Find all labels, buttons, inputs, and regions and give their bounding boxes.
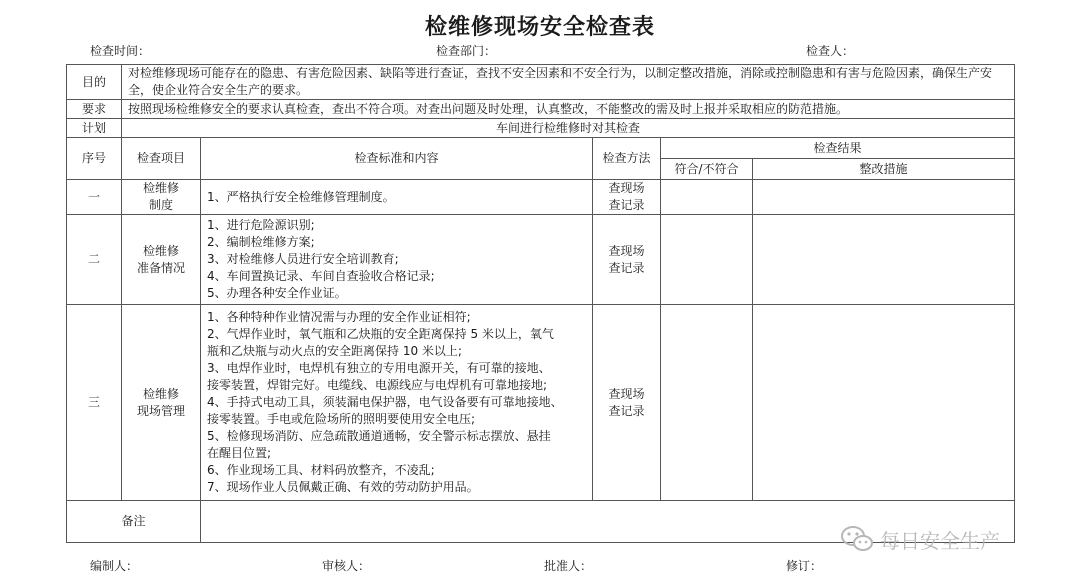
revised-label: 修订： [786,559,823,573]
table-row [67,215,1015,305]
standard-line: 接零装置，焊钳完好。电缆线、电源线应与电焊机有可靠地接地; [207,378,548,392]
row-standards [201,305,593,501]
row-item-line: 制度 [148,198,173,212]
inspection-dept-label: 检查部门： [436,44,497,58]
col-header-seq: 序号 [67,138,122,180]
purpose-text: 对检维修现场可能存在的隐患、有害危险因素、缺陷等进行查证，查找不安全因素和不安全行为，以制定整改措施，消除或控制隐患和有害与危险因素，确保生产安全，使企业符合安全生产的要求。 [122,65,1015,100]
method-line: 查记录 [608,198,645,212]
method-line: 查现场 [608,181,645,195]
requirement-row [67,100,1015,119]
conform-cell[interactable] [661,305,753,501]
row-item-line: 准备情况 [136,260,185,275]
standard-line: 1、各种特种作业情况需与办理的安全作业证相符; [207,310,471,324]
wechat-icon [840,525,874,553]
standard-line: 2、气焊作业时，氧气瓶和乙炔瓶的安全距离保持 5 米以上，氧气 [207,327,554,341]
reviewed-by-label: 审核人： [322,559,371,573]
standard-line: 2、编制检维修方案; [207,235,315,249]
rectify-cell[interactable] [753,305,1015,501]
watermark-text: 每日安全生产 [880,528,1000,553]
row-method [593,180,661,215]
col-header-standard: 检查标准和内容 [201,138,593,180]
standard-line: 3、对检维修人员进行安全培训教育; [207,252,399,266]
standard-line: 7、现场作业人员佩戴正确、有效的劳动防护用品。 [207,480,479,494]
requirement-text: 按照现场检维修安全的要求认真检查，查出不符合项。对查出问题及时处理，认真整改，不能整改的需及时上报并采取相应的防范措施。 [122,100,1015,119]
plan-row [67,119,1015,138]
row-seq: 一 [67,180,122,215]
method-line: 查记录 [608,260,645,275]
header-row [67,138,1015,159]
row-item-line: 检维修 [142,181,179,195]
rectify-cell[interactable] [753,180,1015,215]
row-standards [201,180,593,215]
row-method [593,305,661,501]
standard-line: 接零装置。手电或危险场所的照明要使用安全电压; [207,412,476,426]
table-row [67,180,1015,215]
col-header-result: 检查结果 [661,138,1015,159]
watermark [840,524,1050,554]
standard-line: 4、手持式电动工具，须装漏电保护器，电气设备要有可靠地接地、 [207,395,563,409]
plan-text: 车间进行检维修时对其检查 [122,119,1015,138]
method-line: 查现场 [608,243,645,258]
inspection-time-label: 检查时间： [90,44,151,58]
inspection-table [66,64,1015,543]
rectify-cell[interactable] [753,215,1015,305]
standard-line: 在醒目位置; [207,446,272,460]
row-item [122,215,201,305]
col-header-conform: 符合/不符合 [661,159,753,180]
standard-line: 5、检修现场消防、应急疏散通道通畅，安全警示标志摆放、悬挂 [207,429,551,443]
row-item-line: 现场管理 [136,403,185,418]
row-item [122,305,201,501]
approved-by-label: 批准人： [544,559,593,573]
standard-line: 5、办理各种安全作业证。 [207,286,347,300]
row-item-line: 检维修 [142,243,179,258]
col-header-item: 检查项目 [122,138,201,180]
standard-line: 瓶和乙炔瓶与动火点的安全距离保持 10 米以上; [207,344,462,358]
table-row [67,305,1015,501]
row-seq: 三 [67,305,122,501]
purpose-label: 目的 [67,65,122,100]
standard-line: 1、进行危险源识别; [207,218,315,232]
standard-line: 6、作业现场工具、材料码放整齐，不凌乱; [207,463,435,477]
prepared-by-label: 编制人： [90,559,139,573]
row-item-line: 检维修 [142,386,179,401]
col-header-method: 检查方法 [593,138,661,180]
conform-cell[interactable] [661,215,753,305]
page-title: 检维修现场安全检查表 [424,15,655,40]
method-line: 查现场 [608,386,645,401]
method-line: 查记录 [608,403,645,418]
remarks-label: 备注 [67,501,201,543]
standard-line: 4、车间置换记录、车间自查验收合格记录; [207,269,435,283]
row-method [593,215,661,305]
requirement-label: 要求 [67,100,122,119]
row-standards [201,215,593,305]
standard-line: 3、电焊作业时，电焊机有独立的专用电源开关，有可靠的接地、 [207,361,551,375]
plan-label: 计划 [67,119,122,138]
purpose-row [67,65,1015,100]
conform-cell[interactable] [661,180,753,215]
row-item [122,180,201,215]
col-header-rectify: 整改措施 [753,159,1015,180]
inspector-label: 检查人： [806,44,855,58]
standard-line: 1、严格执行安全检维修管理制度。 [207,189,395,204]
row-seq: 二 [67,215,122,305]
